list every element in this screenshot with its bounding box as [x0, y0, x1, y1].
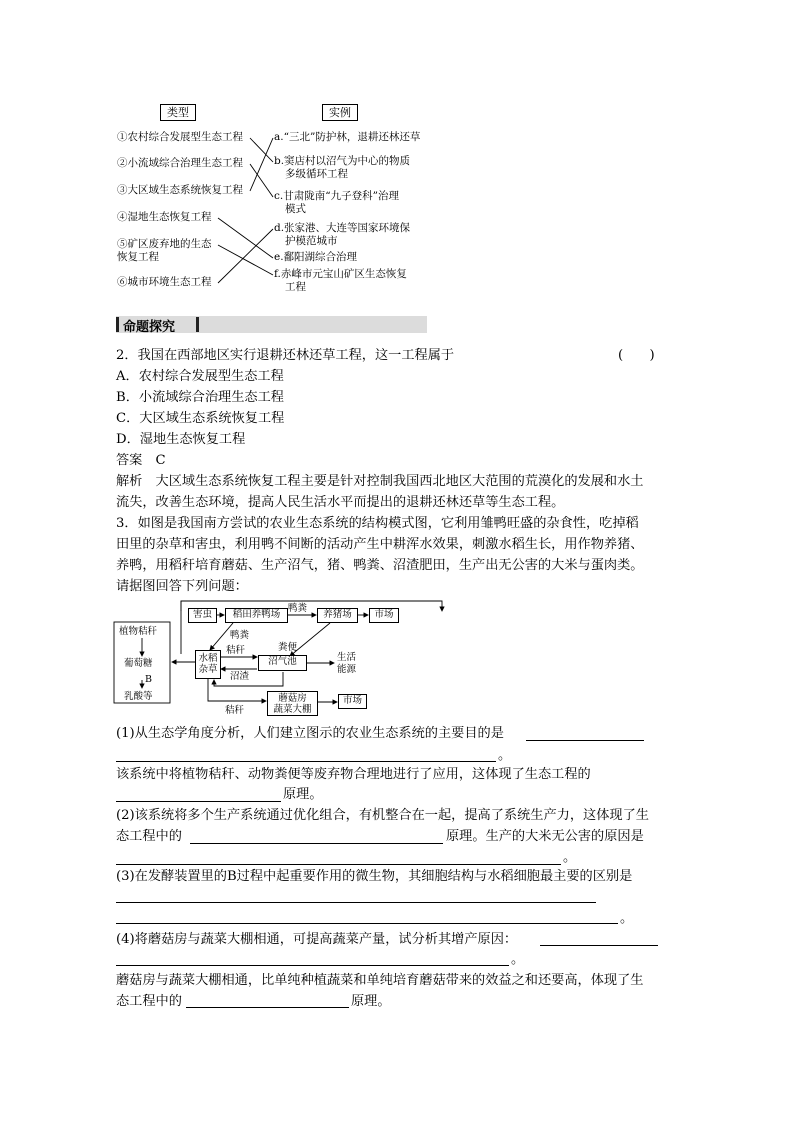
plant-straw-label: 植物秸秆 [119, 626, 158, 637]
q2-stem: 2．我国在西部地区实行退耕还林还草工程，这一工程属于 [116, 348, 455, 363]
q2-answer: 答案 C [116, 453, 166, 468]
glucose-label: 葡萄糖 [124, 658, 153, 669]
residue-label: 沼渣 [230, 671, 250, 682]
lactic-label: 乳酸等 [124, 691, 153, 702]
q3-part4: (4)将蘑菇房与蔬菜大棚相通，可提高蔬菜产量，试分析其增产原因： [116, 932, 518, 947]
pest-box: 害虫 [188, 608, 217, 623]
b-label: B [145, 674, 152, 685]
greenhouse-label: 蔬菜大棚 [273, 704, 312, 715]
type-item: ③大区域生态系统恢复工程 [117, 184, 243, 196]
straw-bottom-label: 秸秆 [225, 705, 245, 716]
energy-label-2: 能源 [337, 664, 357, 675]
rice-label: 水稻 [198, 653, 218, 664]
answer-blank-4a[interactable] [540, 945, 658, 946]
q2-option-a: A．农村综合发展型生态工程 [116, 369, 284, 384]
duck-field-box: 稻田养鸭场 [225, 608, 288, 623]
example-item: 护模范城市 [285, 235, 338, 247]
answer-blank-2a[interactable] [190, 843, 443, 844]
q3-part2: (2)该系统将多个生产系统通过优化组合，有机整合在一起，提高了系统生产力，这体现了生 [116, 808, 649, 823]
answer-blank-1b[interactable] [116, 761, 496, 762]
example-item: b.窦店村以沼气为中心的物质 [274, 155, 411, 167]
example-item: d.张家港、大连等国家环境保 [274, 222, 411, 234]
q3-part1: (1)从生态学角度分析，人们建立图示的农业生态系统的主要目的是 [116, 726, 504, 741]
biogas-box: 沼气池 [258, 655, 307, 671]
q3-part1-b: 该系统中将植物秸秆、动物粪便等废弃物合理地进行了应用，这体现了生态工程的 [116, 767, 591, 782]
energy-label-1: 生活 [337, 652, 357, 663]
answer-blank-1a[interactable] [526, 740, 644, 741]
type-item: 恢复工程 [117, 251, 159, 263]
type-item: ⑤矿区废弃地的生态 [117, 238, 212, 250]
q3-stem: 养鸭，用稻秆培育蘑菇、生产沼气，猪、鸭粪、沼渣肥田，生产出无公害的大米与蛋肉类。 [116, 558, 644, 573]
answer-blank-4c[interactable] [186, 1007, 349, 1008]
answer-blank-4b[interactable] [116, 965, 509, 966]
type-header: 类型 [160, 104, 196, 121]
type-item: ①农村综合发展型生态工程 [117, 131, 243, 143]
q2-option-d: D．湿地生态恢复工程 [116, 432, 246, 447]
principle-label: 原理。 [351, 994, 391, 1009]
period: 。 [498, 748, 512, 763]
market2-box: 市场 [338, 694, 367, 709]
q3-part4-c: 蘑菇房与蔬菜大棚相通，比单纯种植蔬菜和单纯培育蘑菇带来的效益之和还要高，体现了生 [116, 973, 644, 988]
q2-option-c: C．大区域生态系统恢复工程 [116, 411, 285, 426]
q3-stem: 请据图回答下列问题： [116, 579, 248, 594]
principle-label: 原理。 [283, 787, 323, 802]
type-item: ④湿地生态恢复工程 [117, 211, 212, 223]
mushroom-box [267, 691, 318, 716]
q3-stem: 田里的杂草和害虫，利用鸭不间断的活动产生中耕浑水效果，刺激水稻生长，用作物养猪、 [116, 537, 644, 552]
section-title: 命题探究 [123, 320, 176, 335]
answer-blank-2b[interactable] [116, 864, 561, 865]
manure-label: 粪便 [278, 642, 298, 653]
type-item: ⑥城市环境生态工程 [117, 276, 212, 288]
example-item: c.甘肃陇南“九子登科”治理 [274, 190, 399, 202]
q3-part2-b: 态工程中的 [116, 829, 182, 844]
market-box: 市场 [369, 608, 399, 623]
rice-weed-box [195, 650, 221, 679]
example-item: a.“三北”防护林，退耕还林还草 [274, 131, 421, 143]
q2-paren: ( ) [618, 348, 655, 363]
q2-analysis: 解析 大区域生态系统恢复工程主要是针对控制我国西北地区大范围的荒漠化的发展和水土 [116, 474, 644, 489]
mushroom-label: 蘑菇房 [278, 693, 307, 704]
straw-top-label: 秸秆 [226, 645, 246, 656]
example-item: 工程 [285, 281, 306, 293]
example-header: 实例 [322, 104, 358, 121]
q3-part2-c: 原理。生产的大米无公害的原因是 [446, 829, 644, 844]
example-item: f.赤峰市元宝山矿区生态恢复 [274, 268, 407, 280]
q3-part4-d: 态工程中的 [116, 994, 182, 1009]
period: 。 [563, 850, 577, 865]
pig-farm-box: 养猪场 [317, 608, 358, 623]
example-item: 模式 [285, 203, 306, 215]
period: 。 [620, 911, 634, 926]
q2-analysis: 流失，改善生态环境，提高人民生活水平而提出的退耕还林还草等生态工程。 [116, 495, 565, 510]
answer-blank-3a[interactable] [116, 902, 596, 903]
answer-blank-3b[interactable] [116, 923, 618, 924]
duck-dung-label: 鸭粪 [230, 630, 250, 641]
q3-part3: (3)在发酵装置里的B过程中起重要作用的微生物，其细胞结构与水稻细胞最主要的区别是 [116, 869, 633, 884]
duck-dung-top-label: 鸭粪 [288, 603, 308, 614]
q3-stem: 3．如图是我国南方尝试的农业生态系统的结构模式图，它利用雏鸭旺盛的杂食性，吃掉稻 [116, 516, 639, 531]
example-item: 多级循环工程 [285, 168, 348, 180]
weed-label: 杂草 [198, 664, 218, 675]
example-item: e.鄱阳湖综合治理 [274, 251, 358, 263]
period: 。 [511, 952, 525, 967]
type-item: ②小流域综合治理生态工程 [117, 157, 243, 169]
q2-option-b: B．小流域综合治理生态工程 [116, 390, 284, 405]
answer-blank-1c[interactable] [116, 801, 281, 802]
